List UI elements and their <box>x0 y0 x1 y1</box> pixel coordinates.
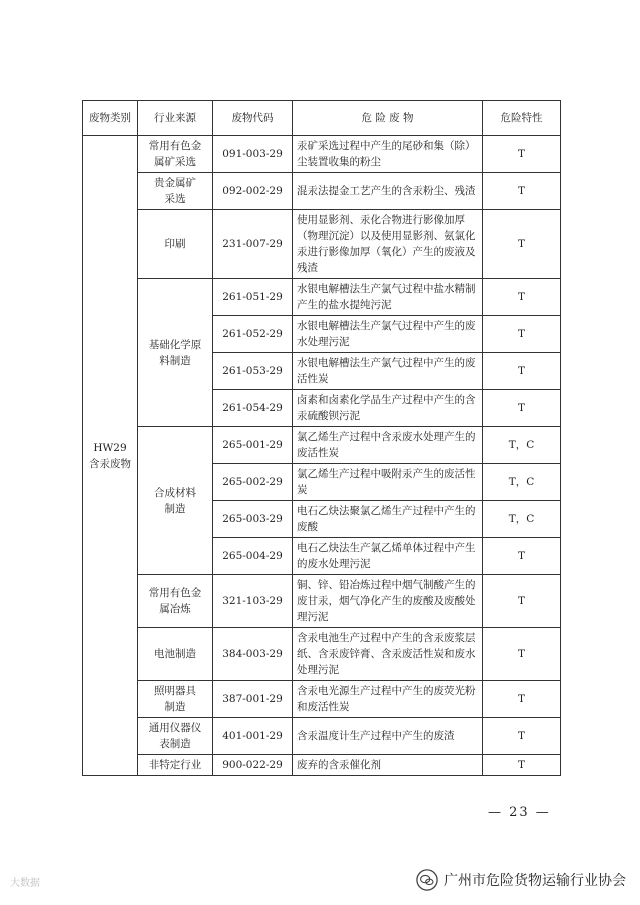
hazardous-waste-cell: 含汞电池生产过程中产生的含汞废浆层纸、含汞废锌膏、含汞废活性炭和废水处理污泥 <box>293 628 483 681</box>
hazard-property-cell: T <box>483 173 561 210</box>
waste-code-cell: 265-004-29 <box>213 538 293 575</box>
hazardous-waste-cell: 混汞法提金工艺产生的含汞粉尘、残渣 <box>293 173 483 210</box>
waste-code-cell: 384-003-29 <box>213 628 293 681</box>
hazardous-waste-cell: 氯乙烯生产过程中吸附汞产生的废活性炭 <box>293 464 483 501</box>
hazard-property-cell: T <box>483 279 561 316</box>
industry-source-cell: 贵金属矿 采选 <box>138 173 213 210</box>
waste-code-cell: 261-052-29 <box>213 316 293 353</box>
hazard-property-cell: T <box>483 210 561 279</box>
industry-source-cell: 通用仪器仪 表制造 <box>138 718 213 755</box>
hazardous-waste-cell: 电石乙炔法聚氯乙烯生产过程中产生的废酸 <box>293 501 483 538</box>
wechat-icon <box>416 869 438 891</box>
industry-source-cell: 印刷 <box>138 210 213 279</box>
waste-code-cell: 261-053-29 <box>213 353 293 390</box>
hazard-property-cell: T <box>483 628 561 681</box>
table-row <box>83 718 561 755</box>
waste-code-cell: 231-007-29 <box>213 210 293 279</box>
table-row <box>83 427 561 464</box>
watermark-text: 广州市危险货物运输行业协会 <box>444 873 626 889</box>
table-row <box>83 279 561 316</box>
header-industry-source: 行业来源 <box>138 101 213 136</box>
industry-source-cell: 照明器具 制造 <box>138 681 213 718</box>
waste-code-cell: 401-001-29 <box>213 718 293 755</box>
hazard-property-cell: T，C <box>483 464 561 501</box>
hazard-property-cell: T，C <box>483 427 561 464</box>
table-row <box>83 136 561 173</box>
hazard-property-cell: T <box>483 316 561 353</box>
table-row <box>83 681 561 718</box>
hazardous-waste-cell: 卤素和卤素化学品生产过程中产生的含汞硫酸钡污泥 <box>293 390 483 427</box>
industry-source-cell: 非特定行业 <box>138 755 213 776</box>
table-header-row <box>83 101 561 136</box>
header-hazardous-waste: 危 险 废 物 <box>293 101 483 136</box>
waste-code-cell: 265-001-29 <box>213 427 293 464</box>
hazardous-waste-cell: 电石乙炔法生产氯乙烯单体过程中产生的废水处理污泥 <box>293 538 483 575</box>
waste-code-cell: 261-051-29 <box>213 279 293 316</box>
industry-source-cell: 电池制造 <box>138 628 213 681</box>
waste-code-cell: 900-022-29 <box>213 755 293 776</box>
industry-source-cell: 基础化学原 料制造 <box>138 279 213 427</box>
hazard-property-cell: T <box>483 681 561 718</box>
hazardous-waste-cell: 汞矿采选过程中产生的尾砂和集（除）尘装置收集的粉尘 <box>293 136 483 173</box>
hazard-property-cell: T <box>483 718 561 755</box>
page-number: — 23 — <box>488 805 551 820</box>
hazardous-waste-cell: 铜、锌、铅冶炼过程中烟气制酸产生的废甘汞，烟气净化产生的废酸及废酸处理污泥 <box>293 575 483 628</box>
waste-code-cell: 321-103-29 <box>213 575 293 628</box>
hazard-property-cell: T，C <box>483 501 561 538</box>
waste-code-cell: 092-002-29 <box>213 173 293 210</box>
waste-code-cell: 387-001-29 <box>213 681 293 718</box>
hazardous-waste-cell: 含汞电光源生产过程中产生的废荧光粉和废活性炭 <box>293 681 483 718</box>
industry-source-cell: 常用有色金 属冶炼 <box>138 575 213 628</box>
waste-code-cell: 265-002-29 <box>213 464 293 501</box>
header-category: 废物类别 <box>83 101 138 136</box>
waste-code-cell: 091-003-29 <box>213 136 293 173</box>
waste-category-cell: HW29 含汞废物 <box>83 136 138 776</box>
hazard-property-cell: T <box>483 755 561 776</box>
table-row <box>83 173 561 210</box>
table-row <box>83 628 561 681</box>
hazardous-waste-cell: 使用显影剂、汞化合物进行影像加厚（物理沉淀）以及使用显影剂、氨氯化汞进行影像加厚（氧化）产生的废液及残渣 <box>293 210 483 279</box>
table-row <box>83 755 561 776</box>
hazard-property-cell: T <box>483 538 561 575</box>
hazard-property-cell: T <box>483 353 561 390</box>
waste-code-cell: 265-003-29 <box>213 501 293 538</box>
header-hazard-property: 危险特性 <box>483 101 561 136</box>
hazardous-waste-cell: 水银电解槽法生产氯气过程中盐水精制产生的盐水提纯污泥 <box>293 279 483 316</box>
table-row <box>83 210 561 279</box>
hazardous-waste-cell: 水银电解槽法生产氯气过程中产生的废水处理污泥 <box>293 316 483 353</box>
header-waste-code: 废物代码 <box>213 101 293 136</box>
industry-source-cell: 合成材料 制造 <box>138 427 213 575</box>
industry-source-cell: 常用有色金 属矿采选 <box>138 136 213 173</box>
footer-watermark <box>416 869 626 891</box>
table-row <box>83 575 561 628</box>
hazardous-waste-cell: 氯乙烯生产过程中含汞废水处理产生的废活性炭 <box>293 427 483 464</box>
hazard-property-cell: T <box>483 575 561 628</box>
source-logo: 大数据 <box>10 878 40 889</box>
hazardous-waste-cell: 含汞温度计生产过程中产生的废渣 <box>293 718 483 755</box>
table-body <box>83 136 561 776</box>
hazard-property-cell: T <box>483 136 561 173</box>
hazardous-waste-cell: 废弃的含汞催化剂 <box>293 755 483 776</box>
hazard-property-cell: T <box>483 390 561 427</box>
hazardous-waste-table <box>82 100 561 776</box>
waste-code-cell: 261-054-29 <box>213 390 293 427</box>
hazardous-waste-cell: 水银电解槽法生产氯气过程中产生的废活性炭 <box>293 353 483 390</box>
